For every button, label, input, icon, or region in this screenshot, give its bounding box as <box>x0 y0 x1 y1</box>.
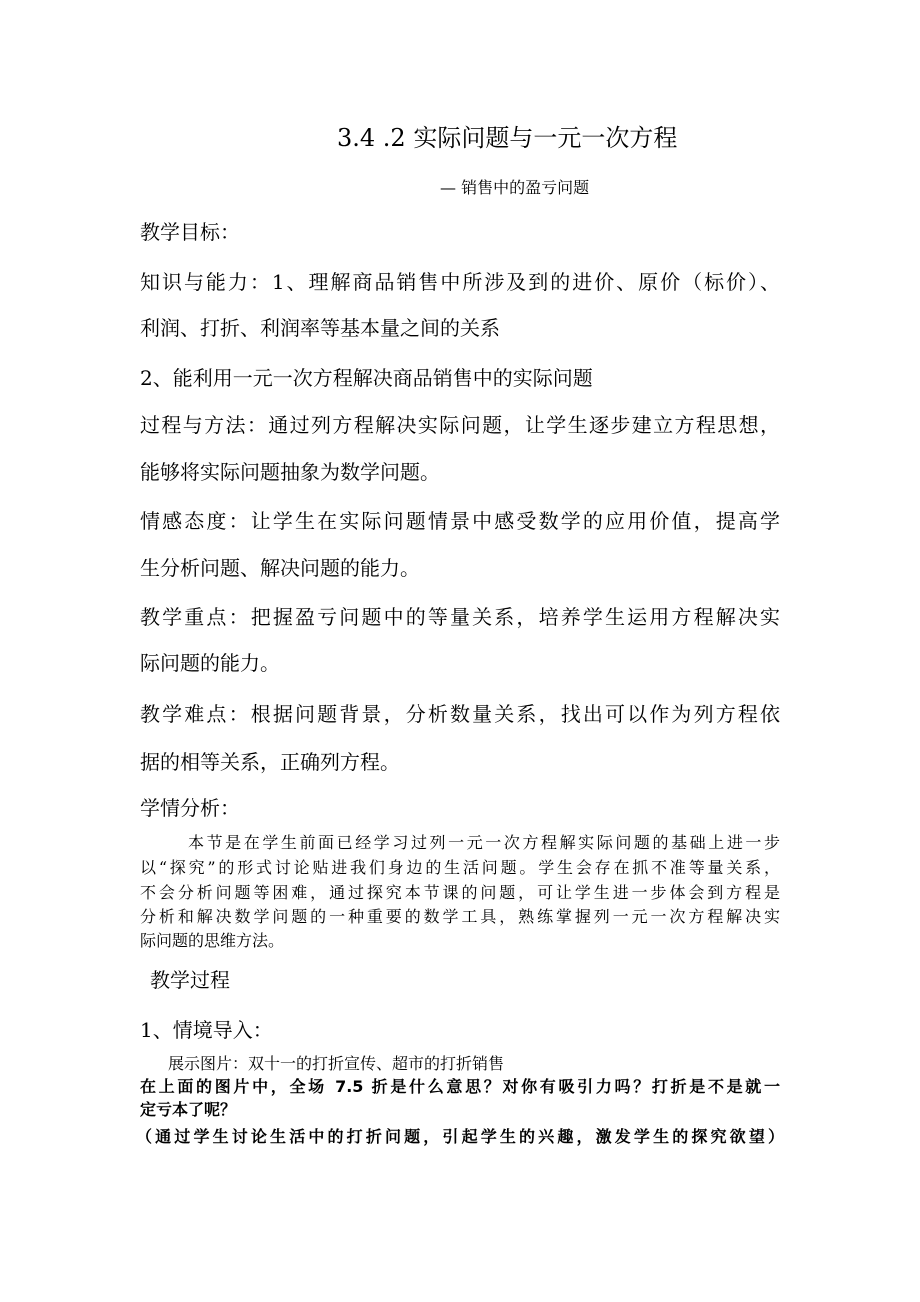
body-line: 生分析问题、解决问题的能力。 <box>140 556 420 580</box>
body-line: 教学重点：把握盈亏问题中的等量关系，培养学生运用方程解决实 <box>140 605 780 629</box>
show-pictures-line: 展示图片：双十一的打折宣传、超市的打折销售 <box>168 1054 505 1073</box>
question-line: （通过学生讨论生活中的打折问题，引起学生的兴趣，激发学生的探究欲望） <box>136 1127 784 1146</box>
analysis-heading: 学情分析： <box>140 796 240 820</box>
body-line: 据的相等关系，正确列方程。 <box>140 750 400 774</box>
analysis-line: 分析和解决数学问题的一种重要的数学工具，熟练掌握列一元一次方程解决实 <box>140 907 780 926</box>
question-line: 定亏本了呢？ <box>140 1100 237 1119</box>
document-title: 3.4 .2 实际问题与一元一次方程 <box>337 124 678 152</box>
document-subtitle: — 销售中的盈亏问题 <box>440 178 590 197</box>
body-line: 教学难点：根据问题背景，分析数量关系，找出可以作为列方程依 <box>140 702 780 726</box>
body-line: 2、能利用一元一次方程解决商品销售中的实际问题 <box>140 366 593 390</box>
section1-heading: 1、情境导入： <box>140 1018 273 1042</box>
process-heading: 教学过程 <box>150 968 230 992</box>
analysis-line: 本节是在学生前面已经学习过列一元一次方程解实际问题的基础上进一步 <box>188 833 780 852</box>
analysis-line: 以“探究”的形式讨论贴进我们身边的生活问题。学生会存在抓不准等量关系， <box>140 858 780 877</box>
body-line: 情感态度：让学生在实际问题情景中感受数学的应用价值，提高学 <box>140 509 780 533</box>
body-line: 利润、打折、利润率等基本量之间的关系 <box>140 316 500 340</box>
body-line: 际问题的能力。 <box>140 651 280 675</box>
question-line: 在上面的图片中，全场 7.5 折是什么意思？对你有吸引力吗？打折是不是就一 <box>140 1077 780 1096</box>
body-line: 知识与能力：1、理解商品销售中所涉及到的进价、原价（标价）、 <box>140 270 780 294</box>
body-line: 能够将实际问题抽象为数学问题。 <box>140 460 440 484</box>
analysis-line: 不会分析问题等困难，通过探究本节课的问题，可让学生进一步体会到方程是 <box>140 883 780 902</box>
analysis-line: 际问题的思维方法。 <box>140 931 285 950</box>
objectives-heading: 教学目标： <box>140 220 240 244</box>
body-line: 过程与方法：通过列方程解决实际问题，让学生逐步建立方程思想， <box>140 413 780 437</box>
